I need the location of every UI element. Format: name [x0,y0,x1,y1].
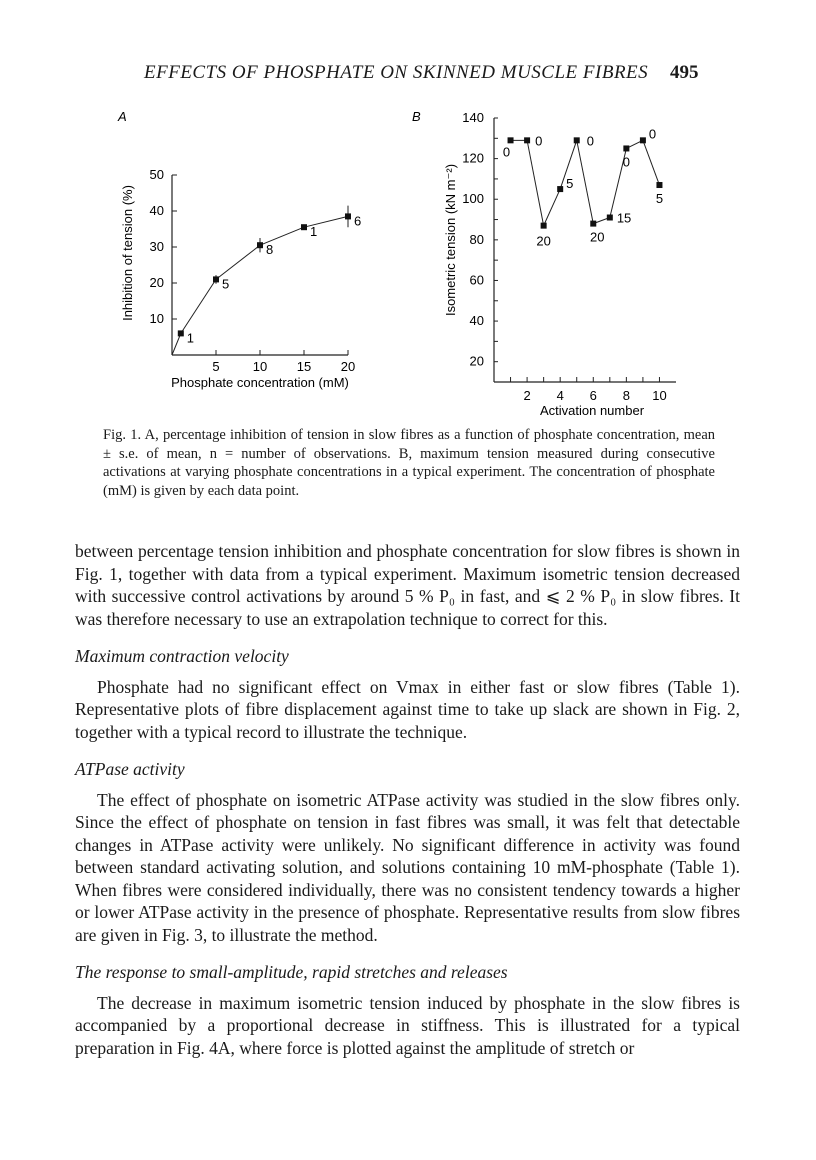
panel-b-point-label: 20 [590,229,605,245]
running-header [0,62,816,90]
caption-label: Fig. 1. [103,427,142,443]
panel-b-x-tick-label: 10 [652,388,667,403]
panel-b-data-point [524,137,530,143]
panel-b-point-label: 0 [586,133,594,149]
paragraph-2: Phosphate had no significant effect on Vmax in either fast or slow fibres (Table 1). Representative plots of fibre displacement against time to take up slack are shown in Fig. 2, together with a typical record to illustrate the technique. [75,676,740,742]
panel-b-point-label: 0 [502,144,511,160]
panel-b-line-segment [577,140,594,223]
panel-a-n-label: 6 [354,213,362,229]
panel-a-n-label: 5 [222,276,230,292]
panel-b-line-segment [643,140,660,185]
panel-a-n-label: 1 [186,330,195,346]
panel-b-x-tick-label: 2 [523,388,531,403]
paragraph-3: The effect of phosphate on isometric ATPase activity was studied in the slow fibres only. Since the effect of phosphate on tension in fast fibres was small, it was felt that detectable changes in ATPase activity were unlikely. No significant difference in activity was found between standard activating solution, and solutions containing 10 mM-phosphate (Table 1). When fibres were considered individually, there was no consistent tendency towards a higher or lower ATPase activity in the presence of phosphate. Representative results from slow fibres are given in Fig. 3, to illustrate the method. [75,789,740,945]
panel-a-axes [150,167,356,374]
panel-a-n-label: 8 [266,242,274,258]
panel-b-line-segment [527,140,544,225]
panel-a-y-tick-label: 30 [149,239,164,254]
panel-b-point-label: 0 [648,126,657,142]
panel-b-point-label: 5 [655,191,664,207]
panel-a-data-point [301,224,307,230]
panel-a-x-tick-label: 15 [296,359,312,374]
panel-a-letter: A [118,109,127,124]
panel-a-x-tick-label: 10 [252,359,268,374]
panel-b-point-label: 5 [566,176,574,192]
figure-caption [103,426,715,500]
panel-b-y-tick-label: 20 [469,353,484,369]
panel-a-n-label: 1 [310,224,318,240]
panel-b-x-tick-label: 8 [622,388,630,403]
panel-a-line-segment [181,279,216,333]
chart-panel-a [100,100,370,400]
section-heading-stretch: The response to small-amplitude, rapid stretches and releases [75,962,508,982]
page-number: 495 [670,62,699,83]
panel-b-y-tick-label: 140 [462,110,484,125]
panel-b-y-tick-label: 40 [469,313,484,329]
panel-a-y-tick-label: 40 [149,203,164,218]
panel-b-data-point [656,182,662,188]
panel-a-y-tick-label: 50 [149,167,164,182]
caption-text: A, percentage inhibition of tension in slow fibres as a function of phosphate concentration, mean ± s.e. of mean, n = number of observations. B, maximum tension measured during consecutive activations at varying phosphate concentrations in a typical experiment. The concentration of phosphate (mM) is given by each data point. [103,427,716,499]
panel-b-point-label: 0 [622,154,630,170]
section-heading-atpase: ATPase activity [75,759,185,779]
panel-a-data-point [213,276,219,282]
panel-b-point-label: 15 [616,210,632,226]
panel-b-y-axis-label: Isometric tension (kN m⁻²) [443,163,458,317]
panel-a-x-tick-label: 20 [340,359,356,374]
panel-b-point-label: 0 [535,133,543,149]
panel-a-x-axis-label: Phosphate concentration (mM) [171,375,349,390]
paragraph-4: The decrease in maximum isometric tension induced by phosphate in the slow fibres is accompanied by a proportional decrease in stiffness. This is illustrated for a typical preparation in Fig. 4A, where force is plotted against the amplitude of stretch or [75,992,740,1058]
paragraph-1: between percentage tension inhibition and phosphate concentration for slow fibres is shown in Fig. 1, together with data from a typical experiment. Maximum isometric tension decreased with successive control activations by around 5 % P₀ in fast, and ⩽ 2 % P₀ in slow fibres. It was therefore necessary to use an extrapolation technique to correct for this. [75,541,740,629]
panel-b-y-tick-label: 100 [462,191,484,207]
panel-b-y-tick-label: 80 [469,231,484,247]
panel-b-y-tick-label: 120 [462,150,484,166]
panel-b-axes [462,110,676,403]
panel-a-data-point [257,242,263,248]
panel-b-data-point [640,137,646,143]
body-text [75,540,740,1059]
chart-panel-b [396,100,706,422]
running-title: EFFECTS OF PHOSPHATE ON SKINNED MUSCLE FIBRES [144,62,649,83]
panel-b-marks [503,126,663,248]
panel-b-x-tick-label: 4 [556,388,564,403]
panel-a-x-tick-label: 5 [212,359,220,374]
panel-b-x-axis-label: Activation number [539,403,645,418]
section-heading-velocity: Maximum contraction velocity [75,646,289,666]
panel-b-data-point [541,223,547,229]
panel-b-data-point [574,137,580,143]
panel-b-x-tick-label: 6 [589,388,597,403]
panel-b-data-point [623,145,629,151]
panel-b-data-point [508,137,514,143]
panel-b-line-segment [544,189,561,226]
panel-b-data-point [557,186,563,192]
panel-a-y-tick-label: 20 [149,275,164,290]
panel-a-marks [172,206,361,355]
panel-a-data-point [345,213,351,219]
panel-a-data-point [178,330,184,336]
panel-b-y-tick-label: 60 [469,272,484,288]
panel-a-line-segment [172,333,181,355]
panel-b-data-point [590,221,596,227]
panel-b-letter: B [412,109,421,124]
panel-a-y-axis-label: Inhibition of tension (%) [120,185,135,321]
panel-b-data-point [607,215,613,221]
panel-a-line-segment [216,245,260,279]
panel-a-y-tick-label: 10 [149,311,164,326]
panel-b-point-label: 20 [536,233,551,249]
